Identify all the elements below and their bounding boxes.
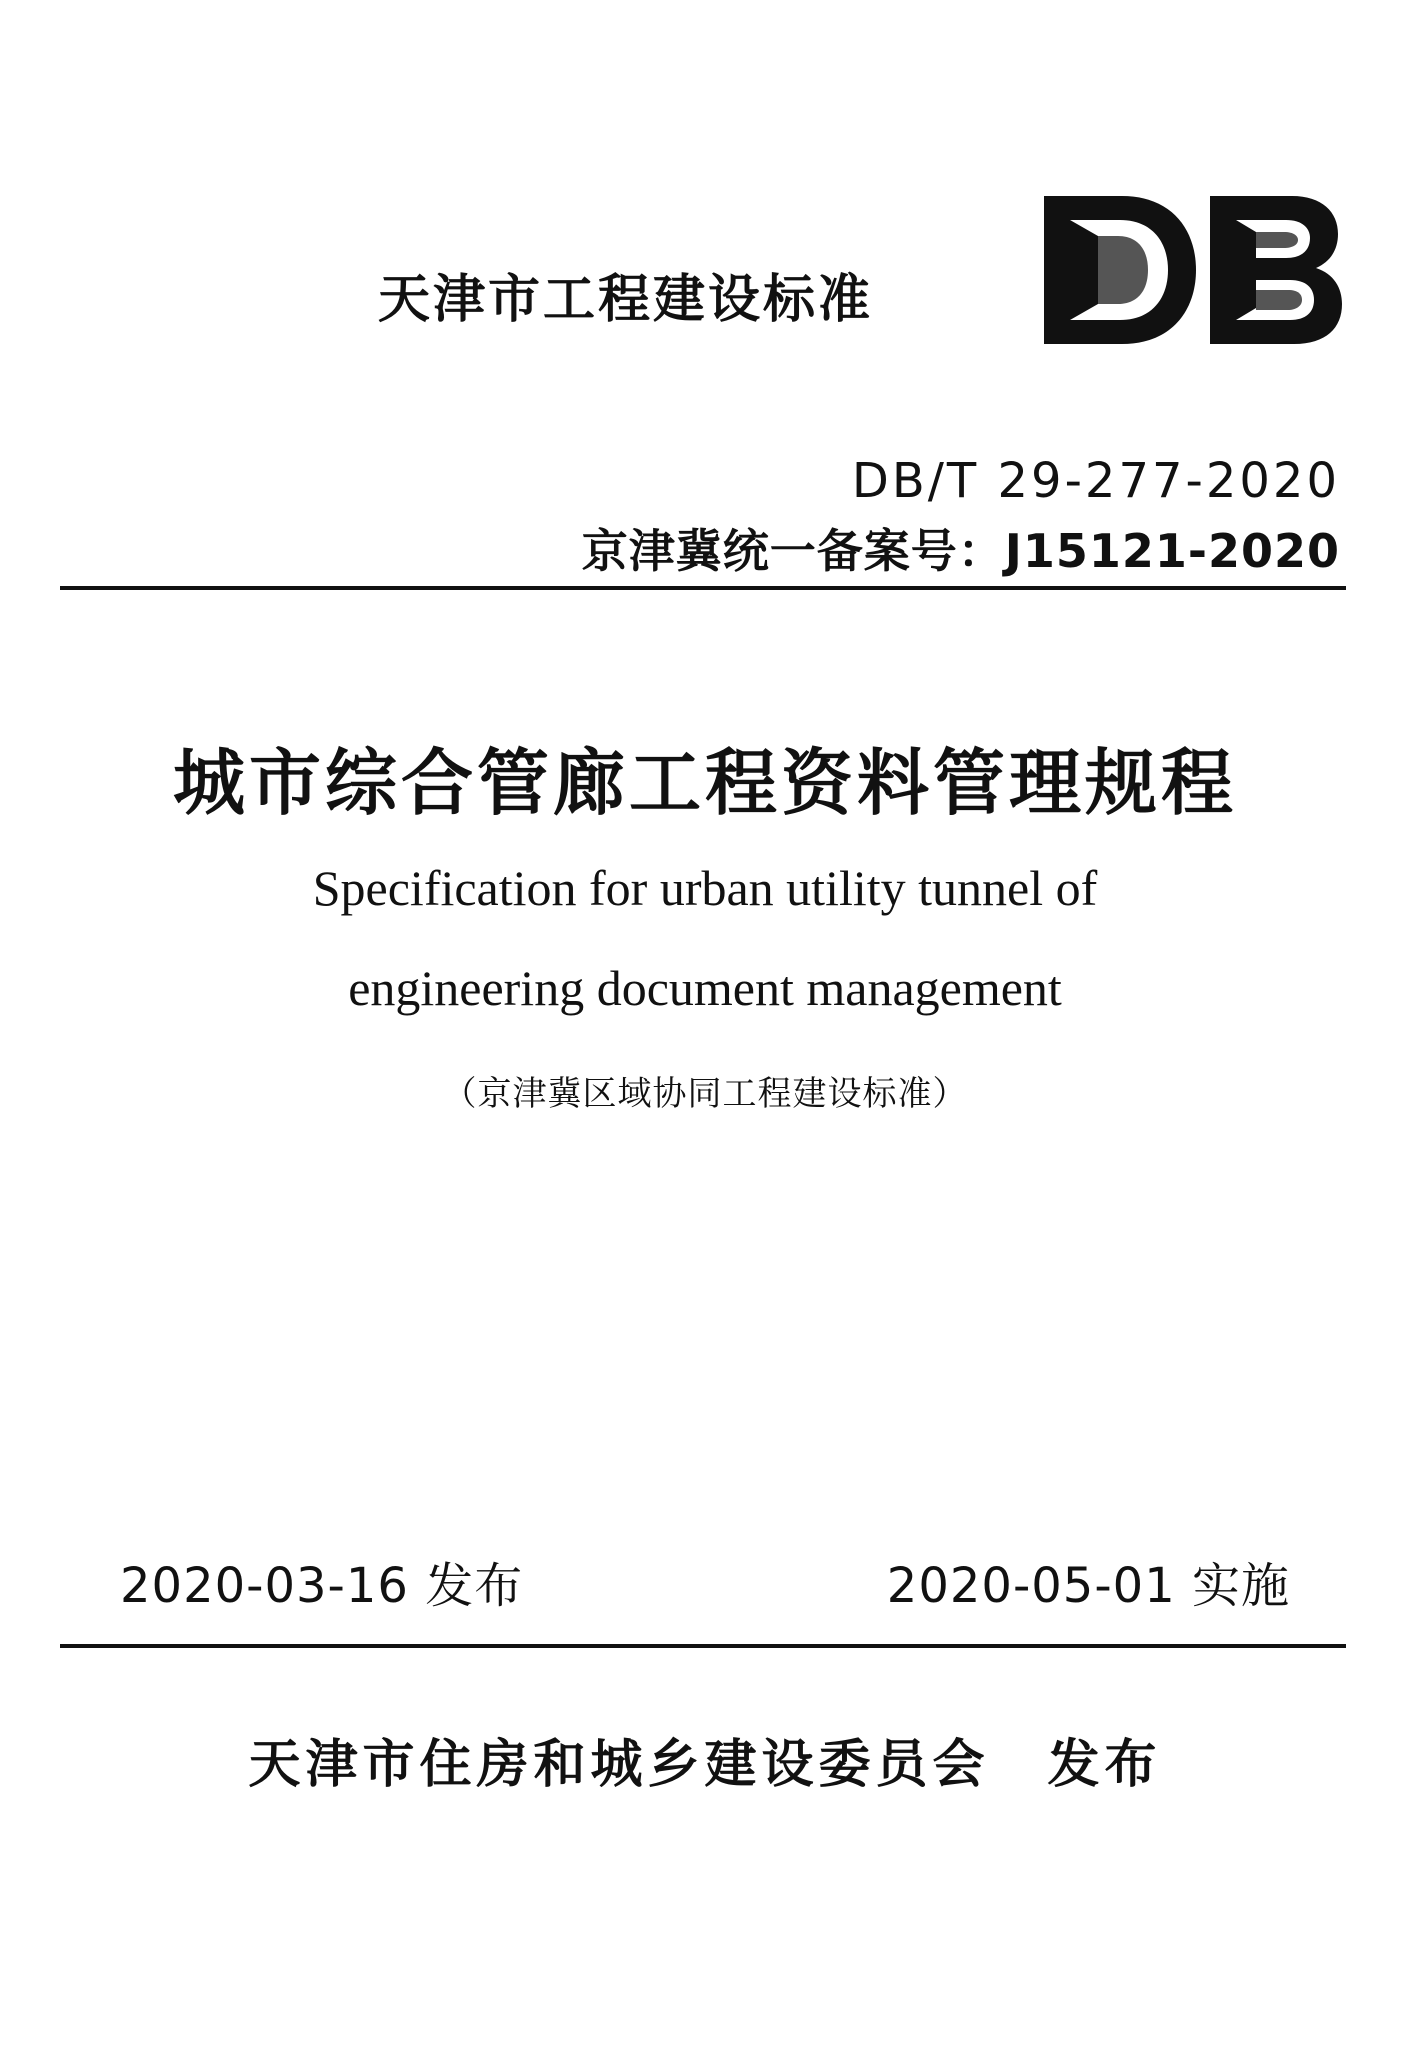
implementation-date: 2020-05-01 实施 xyxy=(886,1558,1290,1614)
record-number: 京津冀统一备案号：J15121-2020 xyxy=(581,524,1340,578)
english-title-line-1: Specification for urban utility tunnel of xyxy=(312,860,1098,916)
publisher-action: 发布 xyxy=(1047,1735,1162,1795)
english-title-line-2: engineering document management xyxy=(348,960,1062,1016)
series-title: 天津市工程建设标准 xyxy=(378,270,874,330)
issue-date: 2020-03-16 发布 xyxy=(120,1558,524,1614)
publisher-line xyxy=(0,1732,1410,1798)
bottom-divider xyxy=(60,1644,1346,1648)
standard-note: （京津冀区域协同工程建设标准） xyxy=(442,1074,968,1114)
publisher-name: 天津市住房和城乡建设委员会 xyxy=(248,1735,990,1795)
top-divider xyxy=(60,586,1346,590)
standard-code: DB/T 29-277-2020 xyxy=(851,453,1340,509)
db-logo xyxy=(1040,192,1346,348)
document-title: 城市综合管廊工程资料管理规程 xyxy=(172,741,1237,825)
